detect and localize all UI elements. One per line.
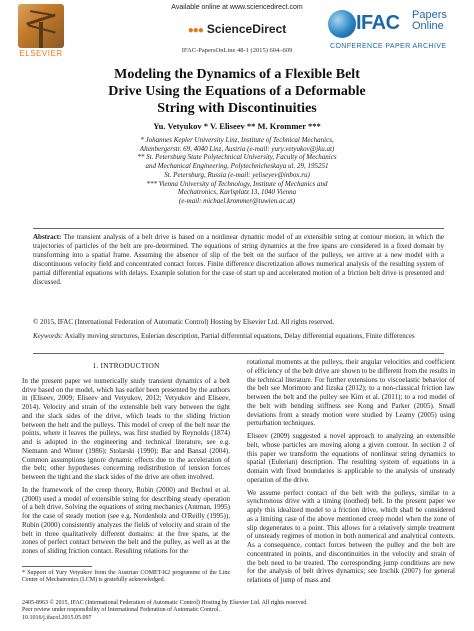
paragraph: In the present paper we numerically study transient dynamics of a belt drive based on the model, which has earlier been presented by the authors in (Eliseev, 2009; Eliseev and Vetyukov, 2012; Vetyukov and Eliseev, 2014). Velocity and strain of the extensible belt vary between the tight and the slack sides of the drive, which leads to the sliding friction between the belt and the pulleys. This model of creep of the belt near the points, where it leaves the pulleys, was first studied by Reynolds (1874) and is adopted in the engineering and technical literature, see e.g. Niemann and Winter (1986); Stolarski (1990); Bar and Bansal (2004). Common assumptions ignore dynamic effects due to the acceleration of the belt; other hypotheses concerning redistribution of tension forces between the tight and the slack sides of the drive are often involved. <box>22 376 231 481</box>
sciencedirect-dots-icon: ●●● <box>187 25 203 36</box>
ifac-papers-label: Papers <box>412 9 447 21</box>
abstract-text: The transient analysis of a belt drive is based on a nonlinear dynamic model of an extensible string at contour motion, in which the trajectories of particles of the belt are pre-determined. The equations of string dynamics at the free spans are considered in a fixed domain by transforming into a spatial frame. Assuming the absence of slip of the belt on the surface of the pulleys, we arrive at a new model with a discontinuous velocity field and concentrated contact forces. Finite difference discretization allows numerical analysis of the resulting system of partial differential equations with delays. Example solution for the case of start up and accelerated motion of a friction belt drive is presented and discussed. <box>33 233 444 286</box>
footnote: * Support of Yury Vetyukov from the Austrian COMET-K2 programme of the Linz Center of Mechatronics (LCM) is gratefully acknowledged. <box>22 570 230 584</box>
title-line: Drive Using the Equations of a Deformable <box>108 84 366 99</box>
keywords-text: Axially moving structures, Eulerian description, Partial differential equations, Delay differential equations, Finite differences <box>64 332 415 340</box>
section-heading: 1. INTRODUCTION <box>92 361 160 370</box>
affiliation-line: and Mechanical Engineering, Polytechnicheskaya ul. 29, 195251 <box>145 162 329 171</box>
title-line: Modeling the Dynamics of a Flexible Belt <box>114 67 360 82</box>
paper-title <box>40 66 434 117</box>
left-column <box>22 358 230 560</box>
right-column <box>247 358 455 589</box>
affiliation-line: * Johannes Kepler University Linz, Institute of Technical Mechanics, <box>140 136 334 144</box>
ifac-online-label: Online <box>412 20 444 32</box>
author-list: Yu. Vetyukov * V. Eliseev ** M. Krommer *** <box>153 121 321 131</box>
abstract-bottom-rule <box>33 353 444 354</box>
affiliation-line: (e-mail: michael.krommer@tuwien.ac.at) <box>178 196 296 205</box>
doi-line: 10.1016/j.ifacol.2015.05.097 <box>22 614 92 621</box>
affiliation-line: Mechatronics, Karlsplatz 13, 1040 Vienna <box>177 188 297 197</box>
ifac-papersonline-logo <box>328 6 466 54</box>
abstract <box>33 233 444 286</box>
publication-info-line: 2405-8963 © 2015, IFAC (International Federation of Automatic Control) Hosting by Elsevier Ltd. All rights reserved. <box>22 600 308 606</box>
paragraph: Eliseev (2009) suggested a novel approach to analyzing an extensible belt, whose particles are moving along a given contour. In section 2 of this paper we transform the equations of nonlinear string dynamics to spatial (Eulerian) description. The resulting system of equations in a domain with fixed boundaries is applicable to the analysis of unsteady operation of the drive. <box>247 432 455 484</box>
ifac-conference-label: CONFERENCE PAPER ARCHIVE <box>330 43 447 50</box>
ifac-papers-online <box>412 10 447 32</box>
title-line: String with Discontinuities <box>157 101 317 116</box>
publication-info-line: Peer review under responsibility of International Federation of Automatic Control. <box>22 607 220 614</box>
footnote-rule <box>22 566 92 567</box>
affiliation-line: Altenbergerstr. 69, 4040 Linz, Austria (e-mail: yury.vetyukov@jku.at) <box>139 144 335 153</box>
globe-icon <box>328 10 356 38</box>
journal-reference: IFAC-PapersOnLine 48-1 (2015) 604–609 <box>181 47 293 54</box>
affiliations <box>50 136 424 206</box>
affiliation-line: ** St. Petersburg State Polytechnical University, Faculty of Mechanics <box>137 153 337 162</box>
sciencedirect-wordmark: ScienceDirect <box>206 22 287 36</box>
elsevier-wordmark: ELSEVIER <box>19 49 63 58</box>
affiliation-line: *** Vienna University of Technology, Institute of Mechanics and <box>146 179 328 188</box>
abstract-top-rule <box>33 228 444 229</box>
paragraph: We assume perfect contact of the belt with the pulleys, similar to a synchronous drive with a timing (toothed) belt. In the present paper we apply this idealized model to a friction drive, which shall be considered as a limiting case of the above mentioned creep model when the zone of slip degenerates to a point. This allows for a relatively simple treatment of unsteady regimes of motion in both numerical and analytical contexts. As a consequence, contact forces between the pulley and the belt are concentrated in points, and discontinuities in the velocity and strain of the belt need to be treated. The corresponding jump conditions are new for the analysis of belt drives dynamics; see Irschik (2007) for general relations of jump of mass and <box>247 488 455 584</box>
keywords-label: Keywords: <box>33 332 64 340</box>
keywords <box>33 332 444 341</box>
ifac-wordmark: IFAC <box>356 12 400 34</box>
abstract-label: Abstract: <box>33 233 62 241</box>
abstract-copyright: © 2015, IFAC (International Federation of Automatic Control) Hosting by Elsevier Ltd. All rights reserved. <box>33 318 335 326</box>
paragraph: In the framework of the creep theory, Rubin (2000) and Bechtel et al. (2000) used a model of extensible string for describing steady operation of a belt drive. Solving the equations of string mechanics (Antman, 1995) for the case of steady motion (see e.g. Nordenholz and O'Reilly (1995)), Rubin (2000) consistently analyzes the fields of velocity and strain of the belt in three qualitatively different domains: at the free spans, at the zones of perfect contact between the belt and the pulley, as well as at the zones of sliding friction contact. Resulting relations for the <box>22 485 230 555</box>
affiliation-line: St. Petersburg, Russia (e-mail: yeliseyev@inbox.ru) <box>164 170 310 179</box>
publication-info <box>22 600 452 622</box>
paragraph: rotational moments at the pulleys, their angular velocities and coefficient of efficiency of the belt drive are shown to be different from the results in the technical literature. For further extensions to viscoelastic behavior of the belt see Morimoto and Iizuka (2012); to a non-classical friction law between the belt and the pulley see Kim et al. (2011); to a rod model of the belt with bending stiffness see Kong and Parker (2005). Small deviations from a steady motion were studied by Leamy (2005) using perturbation techniques. <box>247 358 455 428</box>
available-online-text: Available online at www.sciencedirect.com <box>171 4 303 11</box>
